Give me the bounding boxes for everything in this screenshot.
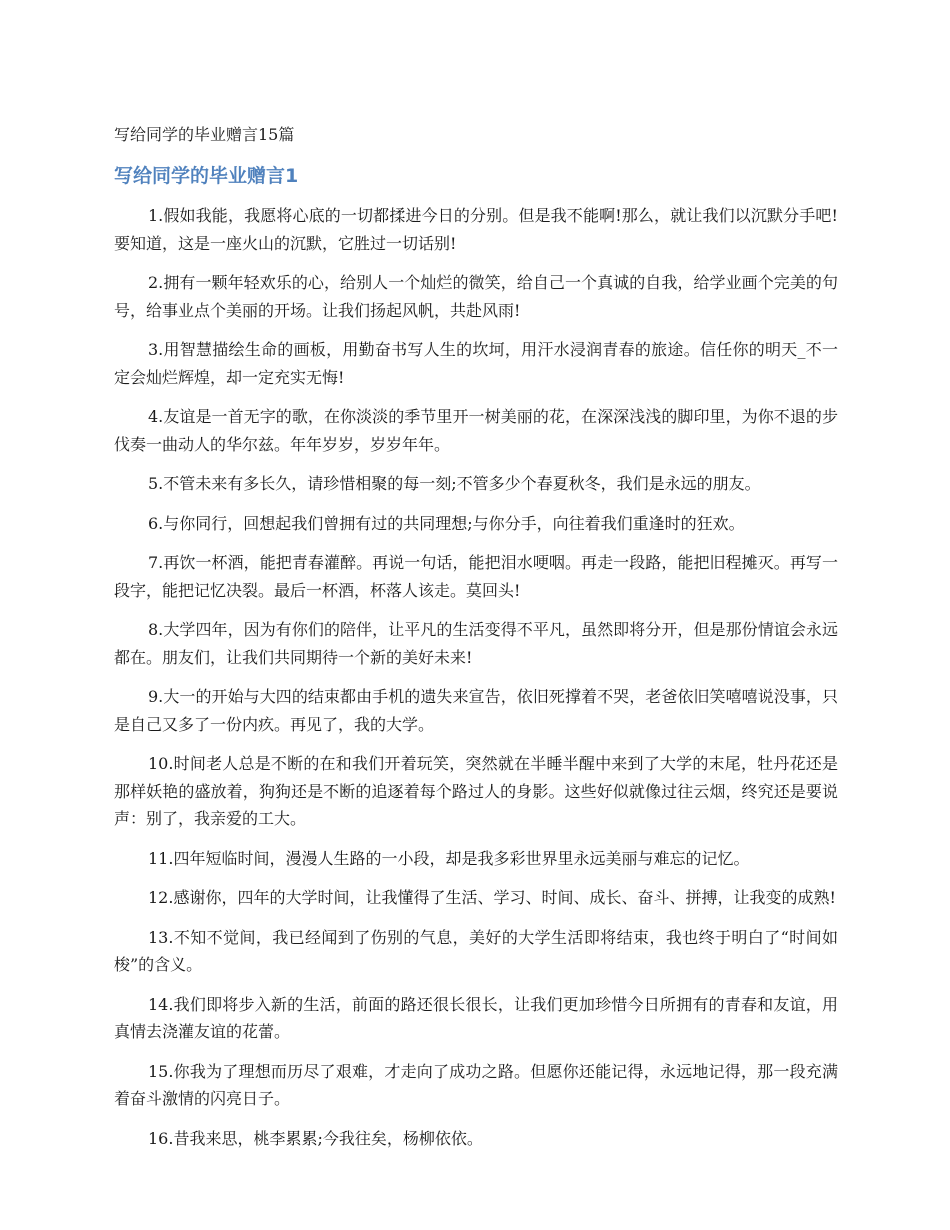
paragraph-6: 6.与你同行，回想起我们曾拥有过的共同理想;与你分手，向往着我们重逢时的狂欢。 bbox=[148, 513, 745, 533]
paragraph-10: 10.时间老人总是不断的在和我们开着玩笑，突然就在半睡半醒中来到了大学的末尾，牡丹花还是那样妖艳的盛放着，狗狗还是不断的追逐着每个路过人的身影。这些好似就像过往云烟，终究还是要说声：别了，我亲爱的工大。 bbox=[114, 754, 838, 828]
paragraph-1: 1.假如我能，我愿将心底的一切都揉进今日的分别。但是我不能啊!那么，就让我们以沉默分手吧!要知道，这是一座火山的沉默，它胜过一切话别! bbox=[114, 206, 838, 253]
paragraph-12: 12.感谢你，四年的大学时间，让我懂得了生活、学习、时间、成长、奋斗、拼搏，让我变的成熟! bbox=[148, 888, 836, 907]
paragraph-8: 8.大学四年，因为有你们的陪伴，让平凡的生活变得不平凡，虽然即将分开，但是那份情谊会永远都在。朋友们，让我们共同期待一个新的美好未来! bbox=[114, 620, 838, 667]
paragraph-7: 7.再饮一杯酒，能把青春灌醉。再说一句话，能把泪水哽咽。再走一段路，能把旧程摊灭。再写一段字，能把记忆决裂。最后一杯酒，杯落人该走。莫回头! bbox=[114, 553, 838, 600]
section-heading: 写给同学的毕业赠言1 bbox=[114, 165, 299, 187]
paragraph-11: 11.四年短临时间，漫漫人生路的一小段，却是我多彩世界里永远美丽与难忘的记忆。 bbox=[148, 848, 750, 868]
paragraph-15: 15.你我为了理想而历尽了艰难，才走向了成功之路。但愿你还能记得，永远地记得，那一段充满着奋斗激情的闪亮日子。 bbox=[114, 1061, 838, 1108]
document-page bbox=[114, 122, 838, 1164]
paragraph-3: 3.用智慧描绘生命的画板，用勤奋书写人生的坎坷，用汗水浸润青春的旅途。信任你的明天_不一定会灿烂辉煌，却一定充实无悔! bbox=[114, 340, 838, 387]
paragraph-2: 2.拥有一颗年轻欢乐的心，给别人一个灿烂的微笑，给自己一个真诚的自我，给学业画个完美的句号，给事业点个美丽的开场。让我们扬起风帆，共赴风雨! bbox=[114, 273, 838, 320]
paragraph-13: 13.不知不觉间，我已经闻到了伤别的气息，美好的大学生活即将结束，我也终于明白了“时间如梭”的含义。 bbox=[114, 927, 838, 974]
paragraph-4: 4.友谊是一首无字的歌，在你淡淡的季节里开一树美丽的花，在深深浅浅的脚印里，为你不退的步伐奏一曲动人的华尔兹。年年岁岁，岁岁年年。 bbox=[114, 407, 838, 454]
paragraph-5: 5.不管未来有多长久，请珍惜相聚的每一刻;不管多少个春夏秋冬，我们是永远的朋友。 bbox=[148, 474, 761, 493]
paragraph-9: 9.大一的开始与大四的结束都由手机的遗失来宣告，依旧死撑着不哭，老爸依旧笑嘻嘻说没事，只是自己又多了一份内疚。再见了，我的大学。 bbox=[114, 687, 838, 734]
paragraph-14: 14.我们即将步入新的生活，前面的路还很长很长，让我们更加珍惜今日所拥有的青春和友谊，用真情去浇灌友谊的花蕾。 bbox=[114, 994, 838, 1041]
document-title: 写给同学的毕业赠言15篇 bbox=[114, 125, 295, 144]
paragraph-16: 16.昔我来思，桃李累累;今我往矣，杨柳依依。 bbox=[148, 1128, 483, 1148]
